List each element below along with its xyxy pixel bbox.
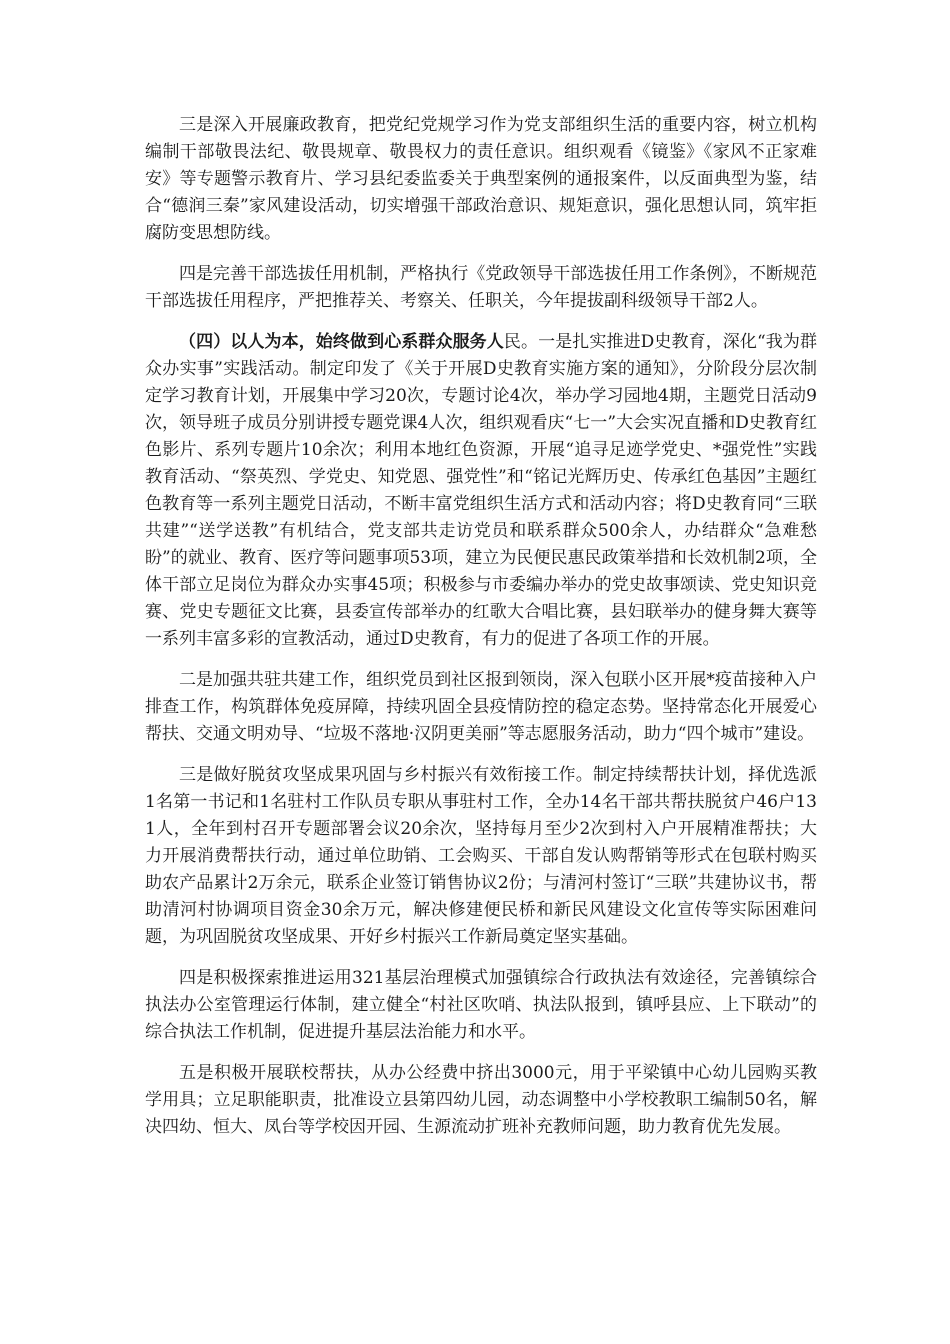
paragraph-rural-revitalization: 三是做好脱贫攻坚成果巩固与乡村振兴有效衔接工作。制定持续帮扶计划，择优选派1名第一书记和1名驻村工作队员专职从事驻村工作，全办14名干部共帮扶脱贫户46户131人，全年到村召开专题部署会议20余次，坚持每月至少2次到村入户开展精准帮扶；大力开展消费帮扶行动，通过单位助销、工会购买、干部自发认购帮销等形式在包联村购买助农产品累计2万余元，联系企业签订销售协议2份；与清河村签订“三联”共建协议书，帮助清河村协调项目资金30余万元，解决修建便民桥和新民风建设文化宣传等实际困难问题，为巩固脱贫攻坚成果、开好乡村振兴工作新局奠定坚实基础。 (145, 765, 817, 947)
paragraph-anti-corruption-education: 三是深入开展廉政教育，把党纪党规学习作为党支部组织生活的重要内容，树立机构编制干部敬畏法纪、敬畏规章、敬畏权力的责任意识。组织观看《镜鉴》《家风不正家难安》等专题警示教育片、学习县纪委监委关于典型案例的通报案件，以反面典型为鉴，结合“德润三秦”家风建设活动，切实增强干部政治意识、规矩意识，强化思想认同，筑牢拒腐防变思想防线。 (145, 115, 817, 243)
document-body (145, 112, 817, 1155)
paragraph-grassroots-governance: 四是积极探索推进运用321基层治理模式加强镇综合行政执法有效途径，完善镇综合执法办公室管理运行体制，建立健全“村社区吹哨、执法队报到，镇呼县应、上下联动”的综合执法工作机制，促进提升基层法治能力和水平。 (145, 968, 817, 1042)
paragraph-school-support: 五是积极开展联校帮扶，从办公经费中挤出3000元，用于平梁镇中心幼儿园购买教学用具；立足职能职责，批准设立县第四幼儿园，动态调整中小学校教职工编制50名，解决四幼、恒大、凤台等学校因开园、生源流动扩班补充教师问题，助力教育优先发展。 (145, 1063, 817, 1137)
paragraph-community-building: 二是加强共驻共建工作，组织党员到社区报到领岗，深入包联小区开展*疫苗接种入户排查工作，构筑群体免疫屏障，持续巩固全县疫情防控的稳定态势。坚持常态化开展爱心帮扶、交通文明劝导、“垃圾不落地·汉阴更美丽”等志愿服务活动，助力“四个城市”建设。 (145, 670, 817, 744)
paragraph-cadre-selection: 四是完善干部选拔任用机制，严格执行《党政领导干部选拔任用工作条例》，不断规范干部选拔任用程序，严把推荐关、考察关、任职关，今年提拔副科级领导干部2人。 (145, 264, 817, 311)
paragraph-people-oriented-body: 民。一是扎实推进D史教育，深化“我为群众办实事”实践活动。制定印发了《关于开展D史教育实施方案的通知》，分阶段分层次制定学习教育计划，开展集中学习20次，专题讨论4次，举办学习园地4期，主题党日活动9次，领导班子成员分别讲授专题党课4人次，组织观看庆“七一”大会实况直播和D史教育红色影片、系列专题片10余次；利用本地红色资源，开展“追寻足迹学党史、*强党性”实践教育活动、“祭英烈、学党史、知党恩、强党性”和“铭记光辉历史、传承红色基因”主题红色教育等一系列主题党日活动，不断丰富党组织生活方式和活动内容；将D史教育同“三联共建”“送学送教”有机结合，党支部共走访党员和联系群众500余人，办结群众“急难愁盼”的就业、教育、医疗等问题事项53项，建立为民便民惠民政策举措和长效机制2项，全体干部立足岗位为群众办实事45项；积极参与市委编办举办的党史故事颂读、党史知识竞赛、党史专题征文比赛，县委宣传部举办的红歌大合唱比赛，县妇联举办的健身舞大赛等一系列丰富多彩的宣教活动，通过D史教育，有力的促进了各项工作的开展。 (145, 332, 817, 649)
paragraph-people-oriented (145, 329, 817, 653)
section-heading-four: （四）以人为本，始终做到心系群众服务人 (179, 332, 504, 352)
